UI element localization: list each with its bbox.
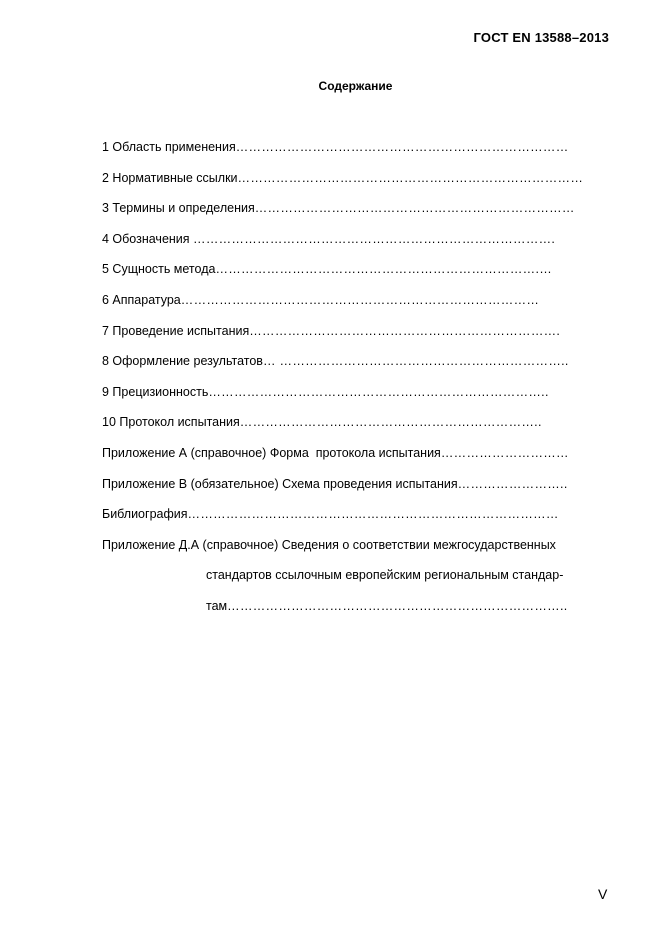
toc-entry-title: Приложение А (справочное) Форма протокола испытания (102, 445, 441, 460)
toc-entry-title: 9 Прецизионность (102, 384, 209, 399)
toc-entry-annex-da[interactable] (102, 536, 622, 567)
toc-entry-title: 10 Протокол испытания (102, 415, 240, 430)
toc-entry-title: 5 Сущность метода (102, 262, 216, 277)
toc-entry-precision[interactable] (102, 383, 622, 414)
toc-leader: …………………………………………………………………………… (187, 507, 559, 522)
toc-leader: …………………………………………………………………… (235, 140, 569, 154)
document-code: ГОСТ EN 13588–2013 (473, 30, 609, 45)
toc-entry-annex-da-continued[interactable] (102, 597, 622, 628)
page-number: V (598, 886, 608, 902)
toc-entry-title: там (206, 598, 228, 613)
toc-leader: ………………………… (440, 445, 569, 460)
toc-entry-annex-a[interactable] (102, 444, 622, 475)
toc-entry-method-principle[interactable] (102, 260, 622, 291)
toc-entry-title: Приложение Д.А (справочное) Сведения о соответствии межгосударственных (102, 537, 556, 552)
toc-entry-title: 8 Оформление результатов (102, 354, 263, 369)
toc-title: Содержание (318, 79, 393, 93)
toc-entry-title: стандартов ссылочным европейским региональным стандар- (206, 568, 564, 583)
toc-entry-title: 3 Термины и определения (102, 201, 255, 216)
toc-leader: …………………………………………………………….. (239, 415, 542, 430)
toc-entry-title: 2 Нормативные ссылки (102, 170, 238, 185)
toc-entry-normative-references[interactable] (102, 169, 622, 200)
toc-leader: ………………………………………………………………. (249, 323, 561, 338)
toc-entry-results-expression[interactable] (102, 352, 622, 383)
toc-leader: ………………………………………………………………….… (215, 262, 553, 277)
toc-entry-bibliography[interactable] (102, 505, 622, 536)
toc-entry-terms-definitions[interactable] (102, 199, 622, 230)
toc-leader: …………………………………………………………………………. (193, 231, 556, 246)
toc-entry-annex-da-continued[interactable] (102, 566, 622, 597)
toc-leader: …………………….. (457, 476, 568, 491)
toc-entry-title: Приложение В (обязательное) Схема проведения испытания (102, 476, 458, 491)
toc-entry-apparatus[interactable] (102, 291, 622, 322)
table-of-contents (102, 138, 622, 628)
toc-entry-test-procedure[interactable] (102, 322, 622, 353)
toc-entry-symbols[interactable] (102, 230, 622, 261)
toc-leader: …………………………………………………………………….. (208, 384, 549, 399)
toc-entry-title: Библиография (102, 507, 188, 522)
toc-entry-test-report[interactable] (102, 413, 622, 444)
toc-entry-title: 6 Аппаратура (102, 292, 181, 307)
toc-entry-annex-b[interactable] (102, 475, 622, 506)
toc-leader: ………………………………………………………………………… (180, 292, 540, 307)
toc-entry-scope[interactable] (102, 138, 622, 169)
toc-entry-title: 4 Обозначения (102, 231, 194, 246)
toc-leader: ……………………………………………………………………… (237, 170, 584, 185)
toc-leader: ………………………………………………………………… (254, 201, 575, 216)
toc-leader: … ………………………………………………………….. (262, 354, 569, 369)
toc-leader: …………………………………………………………………….. (227, 598, 568, 613)
toc-entry-title: 7 Проведение испытания (102, 323, 250, 338)
toc-entry-title: 1 Область применения (102, 140, 236, 154)
